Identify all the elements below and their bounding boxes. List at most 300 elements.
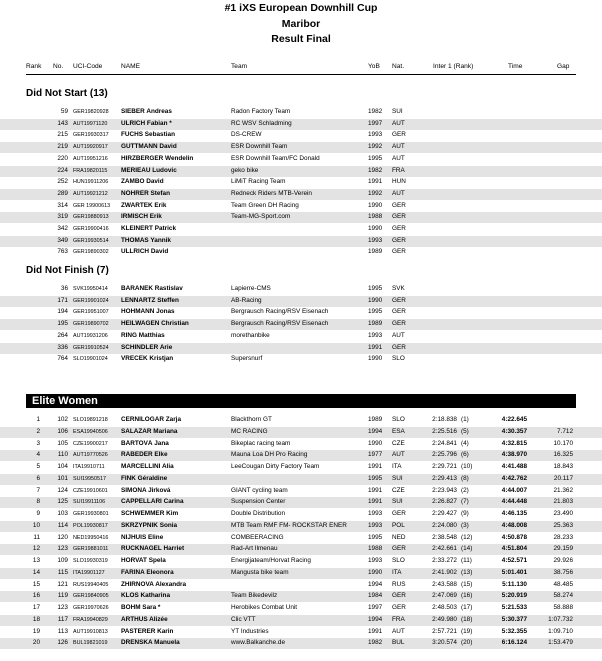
- cell-team: YT Industries: [231, 627, 269, 635]
- cell-gap: 20.117: [553, 474, 573, 482]
- cell-name: MERIEAU Ludovic: [121, 166, 177, 174]
- cell-uci: SLO19930319: [73, 558, 108, 564]
- cell-name: ZHIRNOVA Alexandra: [121, 580, 187, 588]
- cell-rk: (6): [461, 451, 469, 459]
- cell-uci: GER19901024: [73, 297, 109, 304]
- cell-name: ZAMBO David: [121, 178, 164, 186]
- cell-uci: SUI19911106: [73, 499, 106, 506]
- table-row: [0, 486, 602, 497]
- cell-inter: 2:48.503: [432, 604, 457, 611]
- cell-rk: (5): [461, 427, 469, 435]
- cell-inter: 2:47.069: [432, 592, 457, 600]
- cell-team: Bergrausch Racing/RSV Eisenach: [231, 308, 329, 316]
- cell-name: VRECEK Kristjan: [121, 355, 174, 363]
- cell-nat: GER: [392, 320, 406, 328]
- cell-name: DRENSKA Manuela: [121, 639, 180, 647]
- cell-time: 4:22.645: [501, 416, 527, 423]
- cell-yob: 1989: [368, 320, 383, 328]
- cell-nat: SLO: [392, 416, 405, 423]
- cell-yob: 1994: [368, 580, 383, 588]
- cell-nat: AUT: [392, 331, 405, 339]
- cell-time: 4:38.970: [501, 451, 527, 459]
- cell-uci: GER19930514: [73, 237, 109, 244]
- cell-uci: CZE19900217: [73, 440, 108, 447]
- cell-yob: 1997: [368, 604, 383, 611]
- cell-team: Mangusta bike team: [231, 568, 289, 576]
- cell-inter: 2:43.588: [432, 580, 457, 588]
- cell-yob: 1990: [368, 439, 383, 447]
- cell-rk: (12): [461, 533, 473, 541]
- cell-time: 4:42.762: [501, 474, 527, 482]
- table-row: [0, 544, 602, 555]
- cell-team: Redneck Riders MTB-Verein: [231, 189, 312, 197]
- cell-no: 59: [60, 108, 68, 115]
- cell-name: RING Matthias: [121, 331, 165, 339]
- cell-team: geko bike: [231, 166, 259, 174]
- cell-nat: AUT: [392, 189, 405, 197]
- cell-time: 4:48.008: [501, 521, 527, 529]
- cell-nat: AUT: [392, 119, 405, 127]
- cell-rank: 1: [36, 416, 40, 423]
- cell-no: 36: [60, 285, 68, 292]
- table-row: [0, 354, 602, 365]
- cell-name: NIJHUIS Eline: [121, 533, 164, 541]
- col-name: NAME: [121, 63, 141, 70]
- table-row: [0, 130, 602, 141]
- cell-nat: ESA: [392, 427, 405, 435]
- cell-rank: 11: [33, 533, 40, 541]
- cell-uci: GER19910524: [73, 344, 109, 351]
- cell-rk: (19): [461, 627, 473, 635]
- cell-rank: 12: [32, 545, 40, 553]
- cell-yob: 1990: [368, 296, 383, 304]
- cell-yob: 1982: [368, 166, 383, 174]
- table-row: [0, 236, 602, 247]
- cell-name: HIRZBERGER Wendelin: [121, 154, 194, 162]
- cell-name: FARINA Eleonora: [121, 568, 174, 576]
- cell-time: 6:16.124: [501, 639, 527, 647]
- cell-no: 143: [57, 119, 68, 127]
- table-row: [0, 201, 602, 212]
- cell-nat: SVK: [392, 285, 405, 292]
- cell-no: 114: [57, 521, 68, 529]
- cell-time: 4:50.878: [501, 533, 527, 541]
- event-location: Maribor: [281, 18, 321, 30]
- cell-nat: BUL: [392, 639, 405, 647]
- cell-name: ULRICH Fabian *: [121, 119, 172, 127]
- cell-inter: 2:18.838: [432, 416, 457, 423]
- cell-rk: (8): [461, 474, 469, 482]
- cell-time: 5:20.919: [501, 592, 527, 600]
- cell-team: Team Green DH Racing: [231, 201, 299, 209]
- cell-uci: SVK19950414: [73, 286, 108, 292]
- cell-team: MTB Team RMF FM- ROCKSTAR ENER: [231, 521, 347, 529]
- cell-uci: GER19820928: [73, 109, 109, 115]
- cell-yob: 1991: [368, 486, 383, 494]
- cell-yob: 1991: [368, 498, 383, 506]
- cell-nat: CZE: [392, 439, 405, 447]
- cell-yob: 1991: [368, 463, 383, 470]
- cell-team: DS-CREW: [231, 131, 262, 139]
- cell-yob: 1991: [368, 178, 383, 186]
- cell-nat: GER: [392, 296, 406, 304]
- table-row: [0, 415, 602, 426]
- cell-team: Suspension Center: [231, 498, 286, 506]
- cell-name: PASTERER Karin: [121, 627, 174, 635]
- cell-nat: GER: [392, 308, 406, 316]
- cell-rk: (2): [461, 486, 469, 494]
- col-nat: Nat.: [392, 63, 405, 70]
- cell-gap: 29.926: [553, 557, 573, 564]
- cell-nat: GER: [392, 225, 406, 232]
- cell-nat: GER: [392, 248, 406, 256]
- cell-no: 103: [57, 510, 68, 517]
- cell-no: 125: [57, 498, 68, 506]
- cell-name: CAPPELLARI Carina: [121, 498, 184, 506]
- cell-name: ZWARTEK Erik: [121, 201, 167, 209]
- cell-team: Energijateam/Horvat Racing: [231, 557, 311, 564]
- cell-yob: 1991: [368, 627, 383, 635]
- cell-yob: 1992: [368, 189, 383, 197]
- cell-no: 102: [57, 416, 68, 423]
- cell-yob: 1990: [368, 201, 383, 209]
- cell-name: RABEDER Elke: [121, 451, 168, 459]
- cell-rk: (17): [461, 604, 473, 611]
- cell-uci: AUT19971120: [73, 120, 108, 127]
- cell-gap: 10.170: [553, 439, 573, 447]
- cell-rk: (10): [461, 463, 473, 470]
- cell-uci: ESA19940506: [73, 428, 108, 435]
- table-row: [0, 107, 602, 118]
- cell-rank: 6: [36, 474, 40, 482]
- cell-time: 5:30.377: [501, 615, 527, 623]
- cell-no: 215: [57, 131, 68, 139]
- cell-rank: 14: [32, 568, 40, 576]
- cell-team: LiMiT Racing Team: [231, 178, 286, 186]
- col-team: Team: [231, 63, 248, 70]
- cell-gap: 23.490: [553, 510, 573, 517]
- cell-uci: GER19880913: [73, 214, 109, 221]
- table-row: [0, 497, 602, 508]
- cell-name: ULLRICH David: [121, 248, 169, 256]
- table-row: [0, 521, 602, 532]
- cell-inter: 3:20.574: [432, 639, 457, 647]
- cell-inter: 2:24.080: [432, 521, 457, 529]
- cell-team: AB-Racing: [231, 296, 262, 304]
- table-row: [0, 284, 602, 295]
- cell-name: HORVAT Spela: [121, 557, 166, 564]
- table-row: [0, 615, 602, 626]
- category-bar: [26, 394, 576, 408]
- cell-nat: AUT: [392, 627, 405, 635]
- cell-nat: GER: [392, 213, 406, 221]
- cell-name: FINK Géraldine: [121, 474, 168, 482]
- cell-uci: CZE19910601: [73, 487, 108, 494]
- cell-time: 4:44.448: [501, 498, 527, 506]
- cell-inter: 2:29.413: [432, 474, 457, 482]
- cell-rank: 2: [36, 427, 40, 435]
- table-row: [0, 509, 602, 520]
- cell-nat: AUT: [392, 154, 405, 162]
- cell-uci: ITA19910711: [73, 464, 105, 470]
- cell-rank: 7: [36, 486, 40, 494]
- cell-gap: 21.362: [553, 486, 573, 494]
- col-inter: Inter 1 (Rank): [433, 63, 474, 70]
- cell-team: Bikeplac racing team: [231, 439, 291, 447]
- cell-nat: GER: [392, 236, 406, 244]
- col-rank: Rank: [26, 63, 42, 70]
- cell-name: ARTHUS Alizée: [121, 615, 168, 623]
- event-title: #1 iXS European Downhill Cup: [224, 2, 378, 14]
- cell-inter: 2:41.902: [432, 568, 457, 576]
- cell-yob: 1993: [368, 331, 383, 339]
- cell-no: 105: [57, 439, 68, 447]
- cell-rk: (4): [461, 439, 469, 447]
- table-row: [0, 638, 602, 649]
- cell-nat: SUI: [392, 108, 403, 115]
- cell-inter: 2:29.721: [432, 463, 457, 470]
- cell-uci: GER19881011: [73, 546, 109, 553]
- cell-uci: GER19930317: [73, 132, 109, 139]
- cell-uci: HUN19911206: [73, 179, 109, 186]
- cell-yob: 1994: [368, 615, 383, 623]
- cell-nat: POL: [392, 521, 405, 529]
- cell-name: IRMISCH Erik: [121, 213, 162, 221]
- cell-uci: GER19900416: [73, 226, 109, 232]
- cell-name: MARCELLINI Alia: [121, 463, 174, 470]
- cell-name: BARANEK Rastislav: [121, 285, 183, 292]
- table-row: [0, 603, 602, 614]
- col-time: Time: [508, 63, 523, 70]
- cell-uci: GER 19900613: [73, 202, 111, 209]
- cell-no: 121: [57, 580, 68, 588]
- cell-no: 101: [57, 474, 68, 482]
- cell-nat: GER: [392, 343, 406, 351]
- cell-team: Blackthorn GT: [231, 416, 272, 423]
- cell-inter: 2:38.548: [432, 533, 457, 541]
- table-row: [0, 462, 602, 473]
- cell-team: Bergrausch Racing/RSV Eisenach: [231, 320, 329, 328]
- cell-gap: 1:09.710: [548, 627, 573, 635]
- cell-gap: 16.325: [553, 451, 573, 459]
- table-row: [0, 296, 602, 307]
- table-row: [0, 212, 602, 223]
- cell-nat: NED: [392, 533, 406, 541]
- cell-team: Rad-Art Ilmenau: [231, 545, 278, 553]
- table-row: [0, 343, 602, 354]
- cell-gap: 28.233: [553, 533, 573, 541]
- cell-gap: 38.756: [553, 568, 573, 576]
- cell-yob: 1991: [368, 343, 383, 351]
- cell-uci: SUI19950517: [73, 475, 106, 482]
- cell-no: 194: [57, 308, 68, 316]
- table-row: [0, 533, 602, 544]
- cell-uci: GER19890302: [73, 249, 109, 256]
- cell-time: 5:01.401: [501, 568, 527, 576]
- cell-uci: BUL19821019: [73, 640, 108, 647]
- table-row: [0, 224, 602, 235]
- cell-nat: GER: [392, 592, 406, 600]
- table-row: [0, 568, 602, 579]
- cell-no: 123: [57, 604, 68, 611]
- cell-uci: AUT19920917: [73, 144, 108, 151]
- cell-nat: ITA: [392, 568, 402, 576]
- cell-time: 4:51.804: [501, 545, 527, 553]
- cell-yob: 1993: [368, 510, 383, 517]
- cell-name: SCHINDLER Arie: [121, 343, 173, 351]
- cell-rk: (14): [461, 545, 473, 553]
- cell-nat: AUT: [392, 143, 405, 151]
- cell-nat: GER: [392, 201, 406, 209]
- table-row: [0, 556, 602, 567]
- cell-name: SALAZAR Mariana: [121, 427, 178, 435]
- table-row: [0, 591, 602, 602]
- cell-rk: (18): [461, 615, 473, 623]
- cell-inter: 2:25.796: [432, 451, 457, 459]
- cell-uci: RUS19940405: [73, 581, 109, 588]
- cell-team: MC RACING: [231, 427, 268, 435]
- cell-team: COMBEERACING: [231, 533, 284, 541]
- cell-no: 171: [57, 296, 68, 304]
- cell-nat: GER: [392, 510, 406, 517]
- cell-name: LENNARTZ Steffen: [121, 296, 179, 304]
- cell-team: Mauna Loa DH Pro Racing: [231, 451, 308, 459]
- cell-time: 4:44.007: [501, 486, 527, 494]
- cell-no: 119: [57, 592, 68, 600]
- cell-no: 314: [57, 201, 68, 209]
- cell-nat: HUN: [392, 178, 406, 186]
- cell-name: NÖHRER Stefan: [121, 189, 171, 197]
- cell-uci: SLO19901024: [73, 356, 108, 363]
- cell-name: RÜCKNAGEL Harriet: [121, 545, 185, 553]
- table-row: [0, 307, 602, 318]
- cell-team: Supersnurf: [231, 355, 263, 363]
- cell-yob: 1993: [368, 521, 383, 529]
- cell-inter: 2:26.827: [432, 498, 457, 506]
- cell-team: Clic VTT: [231, 615, 256, 623]
- cell-name: SCHWEMMER Kim: [121, 510, 179, 517]
- cell-rank: 15: [32, 580, 40, 588]
- table-row: [0, 439, 602, 450]
- cell-inter: 2:57.721: [432, 627, 457, 635]
- cell-gap: 48.485: [553, 580, 573, 588]
- cell-no: 224: [57, 166, 68, 174]
- cell-name: SIEBER Andreas: [121, 108, 172, 115]
- cell-yob: 1982: [368, 639, 383, 647]
- cell-uci: POL19930817: [73, 522, 108, 529]
- cell-nat: SUI: [392, 498, 403, 506]
- cell-uci: AUT19770526: [73, 452, 108, 459]
- cell-uci: GER19840905: [73, 593, 109, 600]
- cell-no: 126: [57, 639, 68, 647]
- cell-nat: GER: [392, 131, 406, 139]
- cell-no: 220: [57, 154, 68, 162]
- cell-nat: SUI: [392, 474, 403, 482]
- cell-no: 289: [57, 189, 68, 197]
- cell-yob: 1988: [368, 545, 383, 553]
- cell-uci: GER19930801: [73, 511, 109, 517]
- cell-no: 120: [57, 533, 68, 541]
- cell-name: SKRZYPNIK Sonia: [121, 521, 178, 529]
- cell-rank: 10: [32, 521, 40, 529]
- cell-rank: 13: [32, 557, 40, 564]
- cell-no: 763: [57, 248, 68, 256]
- cell-uci: GER19890702: [73, 321, 109, 328]
- cell-yob: 1994: [368, 427, 383, 435]
- cell-name: BÖHM Sara *: [121, 604, 161, 611]
- cell-nat: GER: [392, 545, 406, 553]
- cell-nat: CZE: [392, 486, 405, 494]
- cell-gap: 58.888: [553, 604, 573, 611]
- cell-rk: (15): [461, 580, 473, 588]
- cell-no: 110: [57, 451, 68, 459]
- cell-no: 123: [57, 545, 68, 553]
- table-row: [0, 142, 602, 153]
- cell-yob: 1990: [368, 355, 383, 363]
- cell-no: 124: [57, 486, 68, 494]
- table-row: [0, 580, 602, 591]
- cell-time: 5:11.130: [502, 580, 527, 588]
- cell-gap: 1:53.479: [548, 639, 573, 647]
- cell-name: THOMAS Yannik: [121, 236, 171, 244]
- cell-yob: 1995: [368, 154, 383, 162]
- cell-rank: 20: [32, 639, 40, 647]
- cell-inter: 2:49.980: [432, 615, 457, 623]
- dns-section-title: Did Not Start (13): [26, 88, 108, 99]
- cell-yob: 1993: [368, 236, 383, 244]
- result-subtitle: Result Final: [271, 33, 331, 45]
- category-title: Elite Women: [32, 395, 98, 407]
- table-row: [0, 189, 602, 200]
- cell-rk: (7): [461, 498, 469, 506]
- cell-uci: GER19970626: [73, 605, 109, 611]
- cell-team: RC WSV Schladming: [231, 119, 292, 127]
- column-header-row: [0, 63, 602, 74]
- cell-rank: 19: [32, 627, 40, 635]
- cell-no: 349: [57, 236, 68, 244]
- cell-no: 106: [57, 427, 68, 435]
- cell-nat: FRA: [392, 166, 405, 174]
- cell-nat: RUS: [392, 580, 406, 588]
- table-row: [0, 450, 602, 461]
- cell-gap: 7.712: [557, 427, 573, 435]
- cell-gap: 29.159: [553, 545, 573, 553]
- cell-rk: (3): [461, 521, 469, 529]
- cell-team: Team Bikedevilz: [231, 592, 278, 600]
- col-no: No.: [53, 63, 64, 70]
- col-gap: Gap: [557, 63, 570, 70]
- table-row: [0, 331, 602, 342]
- cell-no: 319: [57, 213, 68, 221]
- cell-rank: 5: [36, 463, 40, 470]
- cell-yob: 1997: [368, 119, 383, 127]
- table-row: [0, 427, 602, 438]
- cell-team: Lapierre-CMS: [231, 285, 271, 292]
- cell-team: GIANT cycling team: [231, 486, 288, 494]
- cell-rank: 16: [32, 592, 40, 600]
- cell-inter: 2:33.272: [432, 557, 457, 564]
- cell-rank: 8: [36, 498, 40, 506]
- cell-yob: 1995: [368, 285, 383, 292]
- col-uci: UCI-Code: [73, 63, 103, 70]
- cell-uci: AUT19910813: [73, 628, 108, 635]
- cell-nat: GER: [392, 604, 406, 611]
- cell-uci: AUT19931206: [73, 332, 108, 339]
- cell-name: CERNILOGAR Zarja: [121, 416, 182, 423]
- cell-nat: ITA: [392, 463, 402, 470]
- cell-uci: GER19951007: [73, 309, 109, 316]
- cell-nat: FRA: [392, 615, 405, 623]
